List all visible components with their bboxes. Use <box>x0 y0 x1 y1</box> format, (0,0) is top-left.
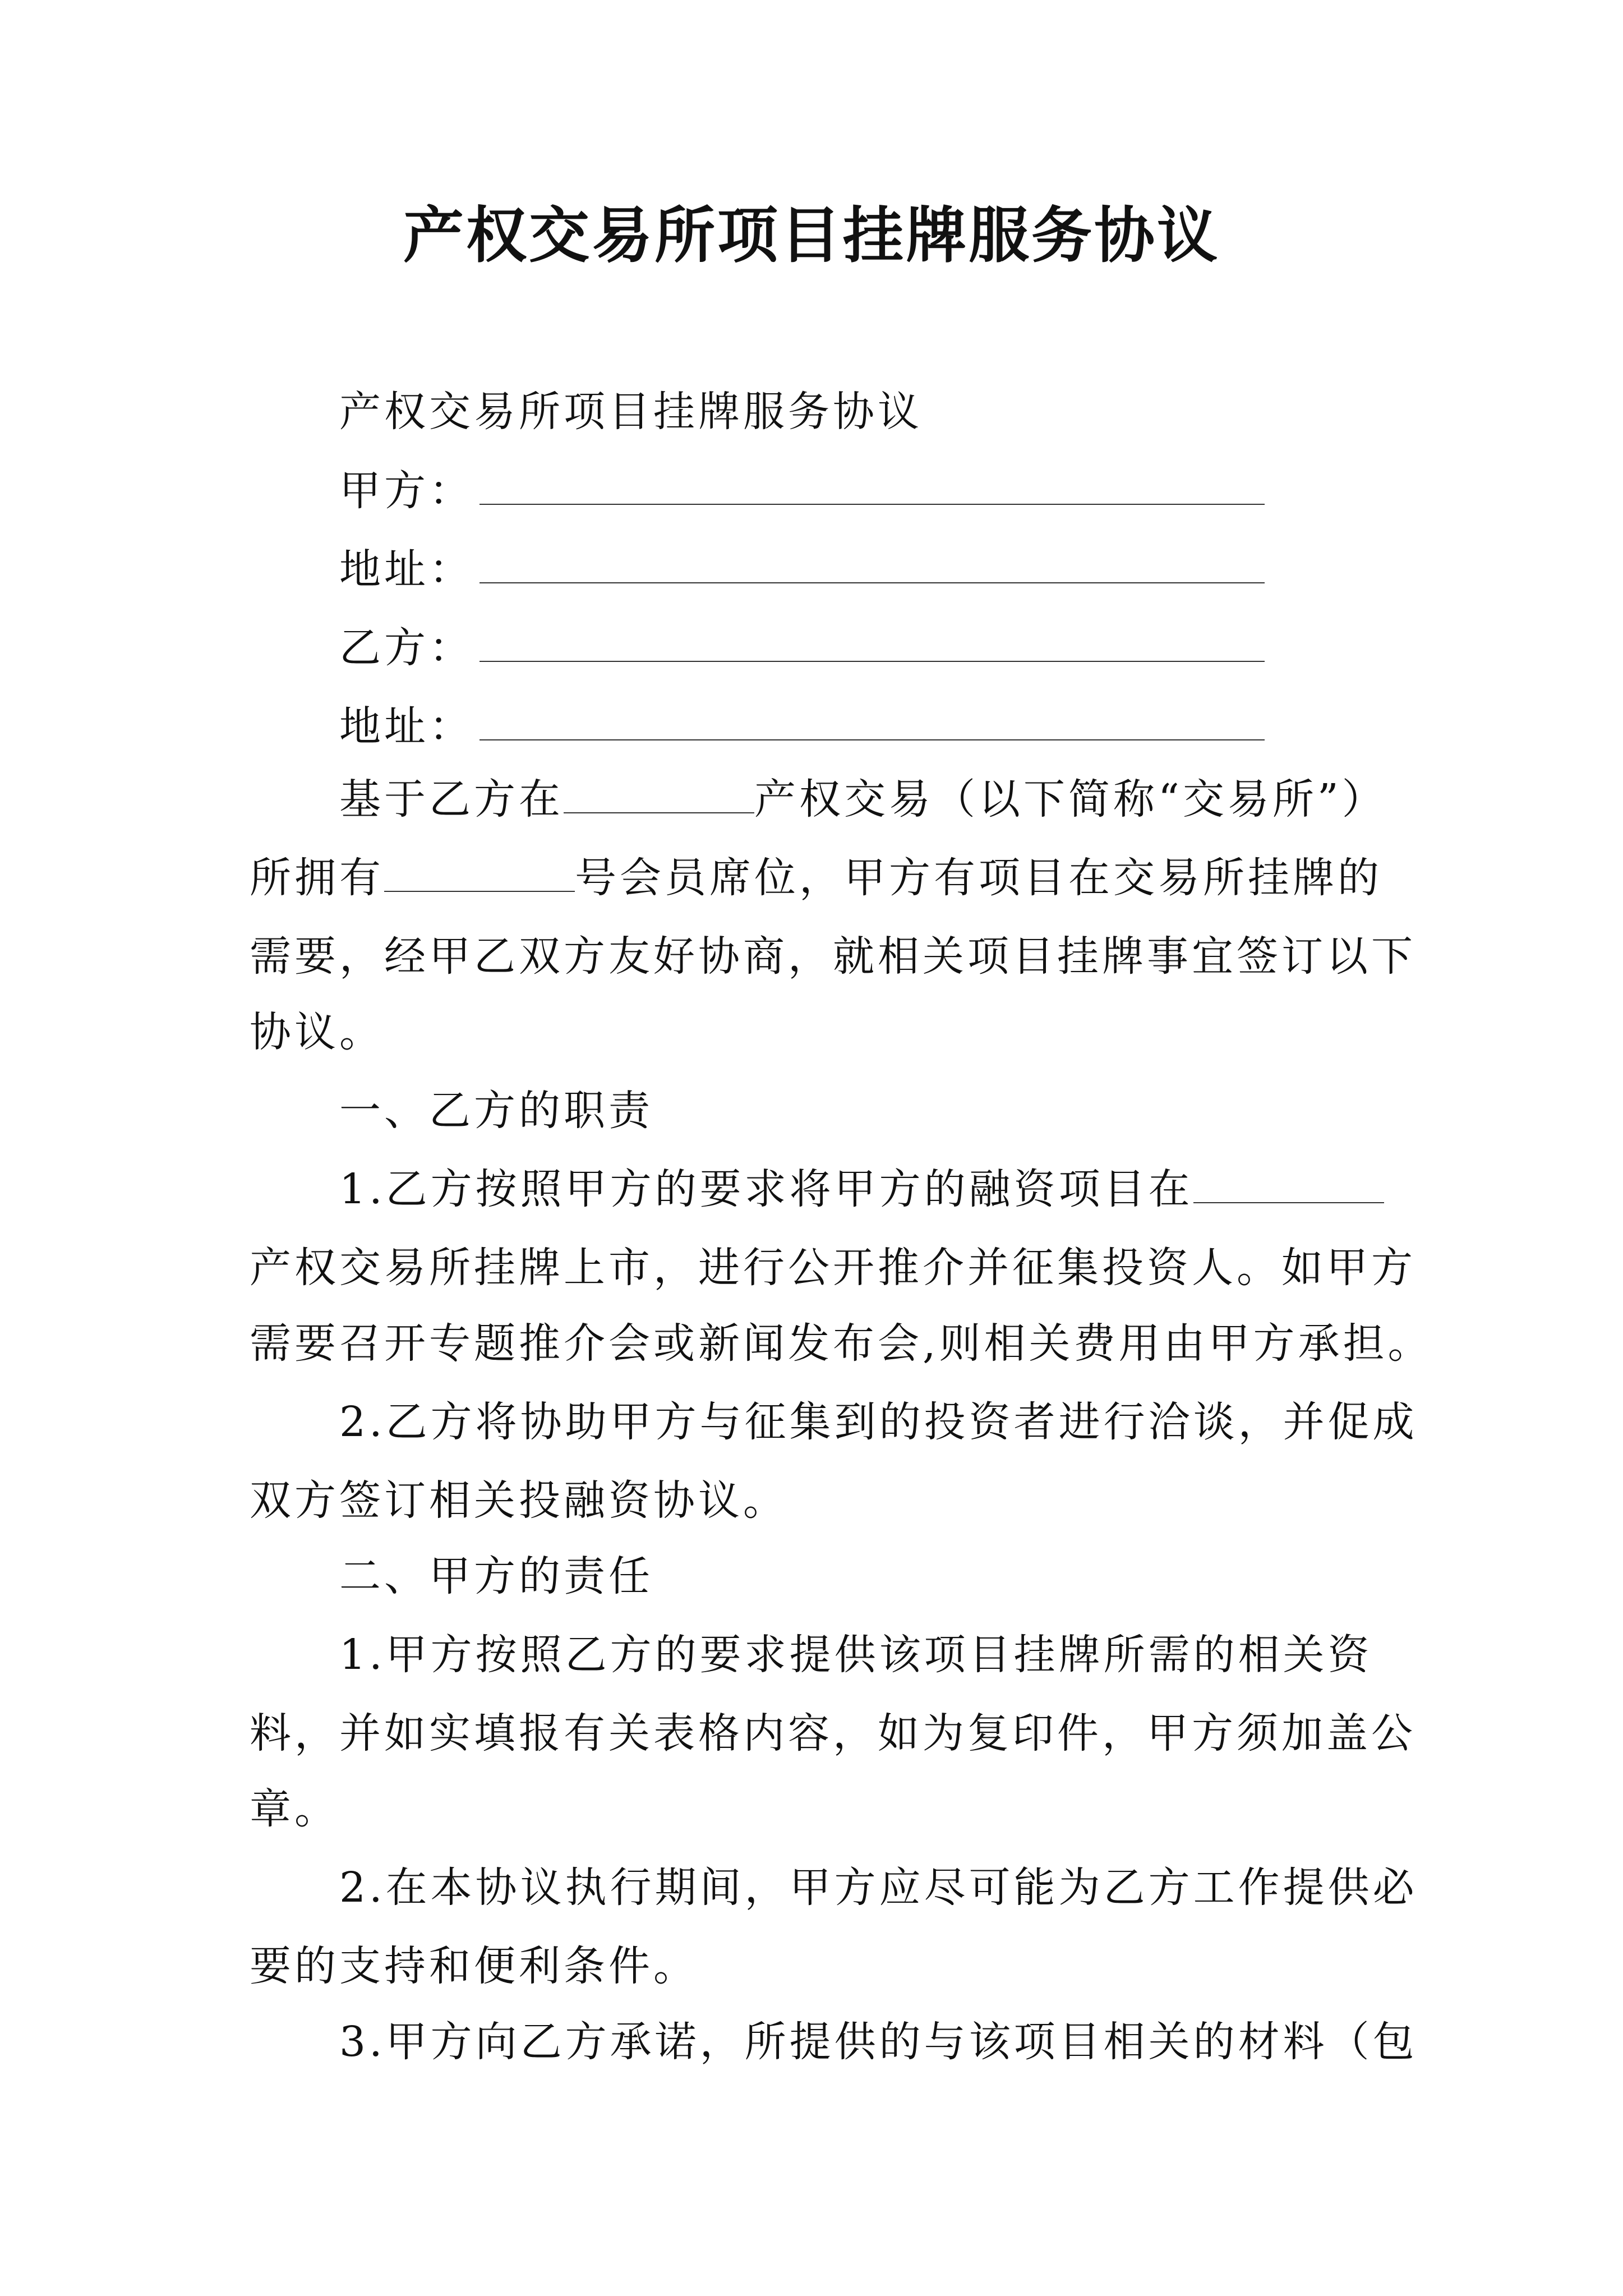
address-a-blank[interactable] <box>479 549 1265 583</box>
intro-line-2 <box>250 850 1382 906</box>
seat-number-blank[interactable] <box>384 857 575 892</box>
party-a-line <box>339 463 1472 519</box>
section-1-clause-2-line-2: 双方签订相关投融资协议。 <box>250 1476 788 1525</box>
party-b-label: 乙方： <box>339 624 474 672</box>
party-a-label: 甲方： <box>339 467 474 515</box>
document-subtitle: 产权交易所项目挂牌服务协议 <box>339 388 923 436</box>
section-2-clause-1-line-3: 章。 <box>250 1785 339 1833</box>
section-1-clause-1-line-2: 产权交易所挂牌上市，进行公开推介并征集投资人。如甲方 <box>250 1244 1416 1292</box>
section-2-heading: 二、甲方的责任 <box>339 1552 653 1600</box>
address-a-label: 地址： <box>339 545 474 593</box>
address-b-label: 地址： <box>339 702 474 751</box>
section-1-clause-1-line-1 <box>339 1161 1377 1217</box>
intro-line-3: 需要，经甲乙双方友好协商，就相关项目挂牌事宜签订以下 <box>250 932 1416 981</box>
party-a-blank[interactable] <box>479 470 1265 505</box>
party-b-line <box>339 620 1472 676</box>
address-b-blank[interactable] <box>479 706 1265 740</box>
intro-text-2a: 所拥有 <box>250 854 384 902</box>
document-title: 产权交易所项目挂牌服务协议 <box>403 200 1220 271</box>
section-2-clause-2-line-1: 2.在本协议执行期间，甲方应尽可能为乙方工作提供必 <box>339 1864 1418 1912</box>
address-a-line <box>339 541 1472 597</box>
section-2-clause-3-line-1: 3.甲方向乙方承诺，所提供的与该项目相关的材料（包 <box>339 2018 1418 2066</box>
exchange-name-blank[interactable] <box>564 779 754 813</box>
section-1-clause-2-line-1: 2.乙方将协助甲方与征集到的投资者进行洽谈，并促成 <box>339 1398 1418 1446</box>
intro-line-1 <box>339 771 1387 827</box>
section-1-clause-1-line-3: 需要召开专题推介会或新闻发布会,则相关费用由甲方承担。 <box>250 1319 1433 1368</box>
section-1-heading: 一、乙方的职责 <box>339 1087 653 1135</box>
section-2-clause-2-line-2: 要的支持和便利条件。 <box>250 1942 698 1990</box>
intro-text-2b: 号会员席位，甲方有项目在交易所挂牌的 <box>575 854 1382 902</box>
intro-line-4: 协议。 <box>250 1008 384 1056</box>
intro-text-1a: 基于乙方在 <box>339 775 564 823</box>
exchange-location-blank[interactable] <box>1193 1168 1384 1203</box>
party-b-blank[interactable] <box>479 627 1265 662</box>
section-1-clause-1-text: 1.乙方按照甲方的要求将甲方的融资项目在 <box>339 1165 1193 1213</box>
section-2-clause-1-line-1: 1.甲方按照乙方的要求提供该项目挂牌所需的相关资 <box>339 1631 1373 1679</box>
intro-text-1b: 产权交易（以下简称“交易所”） <box>754 775 1387 823</box>
address-b-line <box>339 698 1472 754</box>
section-2-clause-1-line-2: 料，并如实填报有关表格内容，如为复印件，甲方须加盖公 <box>250 1709 1416 1757</box>
